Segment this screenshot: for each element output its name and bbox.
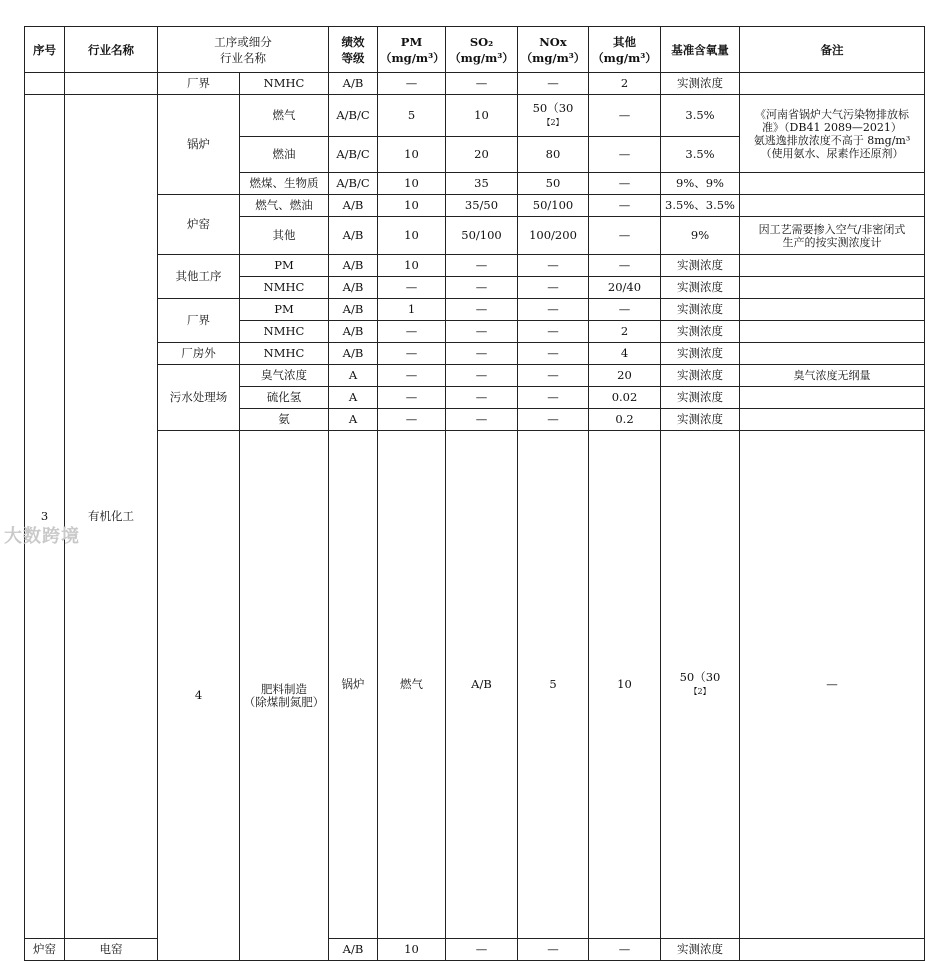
level-cell: A/B <box>329 277 378 299</box>
note-line: 因工艺需要掺入空气/非密闭式 <box>758 222 906 236</box>
note-line: （使用氨水、尿素作还原剂） <box>760 146 904 160</box>
header-pm <box>378 27 446 73</box>
remarks-cell <box>740 95 925 173</box>
oxygen-cell: 实测浓度 <box>661 365 740 387</box>
pm-cell: — <box>378 387 446 409</box>
pm-cell: 10 <box>378 217 446 255</box>
subprocess-cell: NMHC <box>240 343 329 365</box>
other-cell: — <box>589 939 661 961</box>
remarks-cell <box>740 343 925 365</box>
level-cell: A/B <box>446 431 518 939</box>
industry-cell <box>65 73 158 95</box>
other-cell: — <box>740 431 925 939</box>
other-cell: — <box>589 173 661 195</box>
remarks-cell <box>740 321 925 343</box>
subprocess-cell: PM <box>240 255 329 277</box>
note-line: 氨逃逸排放浓度不高于 8mg/m³ <box>753 133 911 147</box>
process-cell: 锅炉 <box>158 95 240 195</box>
subprocess-cell: 燃气 <box>240 95 329 137</box>
header-other-line2: （mg/m³） <box>592 50 657 65</box>
header-industry: 行业名称 <box>65 27 158 73</box>
so2-cell: — <box>446 343 518 365</box>
table-row <box>25 73 925 95</box>
process-cell: 其他工序 <box>158 255 240 299</box>
oxygen-cell: 9% <box>661 217 740 255</box>
table-row <box>25 343 925 365</box>
subprocess-cell: 臭气浓度 <box>240 365 329 387</box>
oxygen-cell: 实测浓度 <box>661 321 740 343</box>
header-process-line1: 工序或细分 <box>214 34 272 49</box>
nox-cell: 80 <box>518 137 589 173</box>
process-cell: 锅炉 <box>329 431 378 939</box>
header-other-line1: 其他 <box>613 34 636 49</box>
note-line: 《河南省锅炉大气污染物排放标 <box>755 107 909 121</box>
so2-cell: — <box>446 387 518 409</box>
header-level-line2: 等级 <box>341 50 365 65</box>
pm-cell: — <box>378 409 446 431</box>
other-cell: 2 <box>589 73 661 95</box>
header-nox-line2: （mg/m³） <box>520 50 586 65</box>
level-cell: A/B <box>329 939 378 961</box>
header-row <box>25 27 925 73</box>
subprocess-cell: 燃油 <box>240 137 329 173</box>
subprocess-cell: 燃煤、生物质 <box>240 173 329 195</box>
process-cell: 厂房外 <box>158 343 240 365</box>
level-cell: A/B <box>329 321 378 343</box>
header-nox <box>518 27 589 73</box>
so2-cell: — <box>446 277 518 299</box>
other-cell: 0.2 <box>589 409 661 431</box>
pm-cell: — <box>378 321 446 343</box>
remarks-cell <box>740 299 925 321</box>
process-cell: 厂界 <box>158 299 240 343</box>
other-cell: 20/40 <box>589 277 661 299</box>
subprocess-cell: 其他 <box>240 217 329 255</box>
so2-cell: — <box>446 409 518 431</box>
pm-cell: 10 <box>378 255 446 277</box>
level-cell: A/B <box>329 195 378 217</box>
seq-cell: 4 <box>158 431 240 961</box>
so2-cell: — <box>446 73 518 95</box>
nox-cell: — <box>518 365 589 387</box>
oxygen-cell: 实测浓度 <box>661 277 740 299</box>
oxygen-cell: 3.5% <box>661 137 740 173</box>
so2-cell: — <box>446 321 518 343</box>
header-pm-line2: （mg/m³） <box>380 50 445 65</box>
oxygen-cell: 3.5% <box>661 95 740 137</box>
nox-cell: — <box>518 73 589 95</box>
other-cell: 0.02 <box>589 387 661 409</box>
so2-cell: 20 <box>446 137 518 173</box>
nox-cell: — <box>518 387 589 409</box>
level-cell: A/B/C <box>329 95 378 137</box>
pm-cell: 1 <box>378 299 446 321</box>
process-cell: 厂界 <box>158 73 240 95</box>
header-so2 <box>446 27 518 73</box>
nox-cell: — <box>518 299 589 321</box>
level-cell: A/B <box>329 255 378 277</box>
remarks-cell <box>740 255 925 277</box>
industry-cell: 有机化工 <box>65 95 158 939</box>
nox-value: 50（30 <box>532 101 574 115</box>
subprocess-cell: 电窑 <box>65 939 158 961</box>
subprocess-cell: 硫化氢 <box>240 387 329 409</box>
pm-cell: — <box>378 343 446 365</box>
pm-cell: — <box>378 365 446 387</box>
other-cell: — <box>589 299 661 321</box>
oxygen-cell: 实测浓度 <box>661 409 740 431</box>
industry-cell <box>240 431 329 961</box>
nox-cell: — <box>518 277 589 299</box>
note-line: 生产的按实测浓度计 <box>782 235 882 249</box>
pm-cell: — <box>378 73 446 95</box>
table-row <box>25 95 925 137</box>
other-cell: — <box>589 195 661 217</box>
level-cell: A/B <box>329 73 378 95</box>
header-so2-line1: SO₂ <box>469 34 494 49</box>
nox-cell: 50/100 <box>518 195 589 217</box>
level-cell: A <box>329 409 378 431</box>
so2-cell: — <box>446 255 518 277</box>
nox-cell: — <box>518 409 589 431</box>
emission-standards-table <box>24 26 925 961</box>
nox-cell <box>661 431 740 939</box>
remarks-cell <box>740 195 925 217</box>
header-pm-line1: PM <box>400 34 423 49</box>
subprocess-cell: NMHC <box>240 321 329 343</box>
nox-cell: — <box>518 321 589 343</box>
level-cell: A <box>329 387 378 409</box>
oxygen-cell: 实测浓度 <box>661 255 740 277</box>
other-cell: 4 <box>589 343 661 365</box>
remarks-cell <box>740 387 925 409</box>
level-cell: A/B/C <box>329 173 378 195</box>
nox-footnote: 【2】 <box>689 687 711 696</box>
remarks-cell <box>740 217 925 255</box>
oxygen-cell: 9%、9% <box>661 173 740 195</box>
other-cell: — <box>589 137 661 173</box>
subprocess-cell: PM <box>240 299 329 321</box>
nox-footnote: 【2】 <box>542 118 564 127</box>
level-cell: A/B <box>329 343 378 365</box>
header-remarks: 备注 <box>740 27 925 73</box>
note-line: 准》（DB41 2089—2021） <box>762 120 902 134</box>
nox-cell <box>518 95 589 137</box>
process-cell: 炉窑 <box>158 195 240 255</box>
nox-cell: 50 <box>518 173 589 195</box>
header-so2-line2: （mg/m³） <box>449 50 514 65</box>
seq-cell <box>25 73 65 95</box>
header-level <box>329 27 378 73</box>
nox-cell: — <box>518 939 589 961</box>
so2-cell: — <box>446 299 518 321</box>
other-cell: — <box>589 255 661 277</box>
nox-value: 50（30 <box>679 670 721 684</box>
level-cell: A/B <box>329 217 378 255</box>
oxygen-cell: 实测浓度 <box>661 299 740 321</box>
subprocess-cell: NMHC <box>240 277 329 299</box>
process-cell: 污水处理场 <box>158 365 240 431</box>
remarks-cell <box>740 277 925 299</box>
table-row <box>25 299 925 321</box>
so2-cell: 35 <box>446 173 518 195</box>
table-row <box>25 195 925 217</box>
remarks-cell <box>740 409 925 431</box>
other-cell: 20 <box>589 365 661 387</box>
header-nox-line1: NOx <box>539 34 567 49</box>
oxygen-cell: 实测浓度 <box>661 387 740 409</box>
pm-cell: 5 <box>378 95 446 137</box>
nox-cell: 100/200 <box>518 217 589 255</box>
header-process-line2: 行业名称 <box>220 50 266 65</box>
pm-cell: 5 <box>518 431 589 939</box>
pm-cell: 10 <box>378 939 446 961</box>
table-row <box>25 365 925 387</box>
remarks-cell <box>740 173 925 195</box>
oxygen-cell: 3.5%、3.5% <box>661 195 740 217</box>
header-level-line1: 绩效 <box>341 34 365 49</box>
other-cell: — <box>589 217 661 255</box>
pm-cell: 10 <box>378 137 446 173</box>
oxygen-cell: 实测浓度 <box>661 939 740 961</box>
subprocess-cell: 燃气、燃油 <box>240 195 329 217</box>
industry-line1: 肥料制造 <box>261 681 307 696</box>
pm-cell: 10 <box>378 195 446 217</box>
so2-cell: — <box>446 365 518 387</box>
watermark: 大数跨境 <box>4 526 80 547</box>
nox-cell: — <box>518 255 589 277</box>
level-cell: A/B <box>329 299 378 321</box>
industry-line2: （除煤制氮肥） <box>243 694 325 709</box>
header-other <box>589 27 661 73</box>
remarks-cell: 臭气浓度无纲量 <box>740 365 925 387</box>
other-cell: — <box>589 95 661 137</box>
process-cell: 炉窑 <box>25 939 65 961</box>
table-row <box>25 255 925 277</box>
pm-cell: 10 <box>378 173 446 195</box>
seq-cell: 3 <box>25 95 65 939</box>
so2-cell: — <box>446 939 518 961</box>
remarks-cell <box>740 73 925 95</box>
level-cell: A/B/C <box>329 137 378 173</box>
so2-cell: 10 <box>446 95 518 137</box>
pm-cell: — <box>378 277 446 299</box>
so2-cell: 35/50 <box>446 195 518 217</box>
so2-cell: 50/100 <box>446 217 518 255</box>
subprocess-cell: 氨 <box>240 409 329 431</box>
header-oxygen: 基准含氧量 <box>661 27 740 73</box>
remarks-cell <box>740 939 925 961</box>
so2-cell: 10 <box>589 431 661 939</box>
other-cell: 2 <box>589 321 661 343</box>
nox-cell: — <box>518 343 589 365</box>
oxygen-cell: 实测浓度 <box>661 343 740 365</box>
level-cell: A <box>329 365 378 387</box>
table-row <box>25 431 925 939</box>
oxygen-cell: 实测浓度 <box>661 73 740 95</box>
subprocess-cell: 燃气 <box>378 431 446 939</box>
subprocess-cell: NMHC <box>240 73 329 95</box>
header-seq: 序号 <box>25 27 65 73</box>
header-process <box>158 27 329 73</box>
